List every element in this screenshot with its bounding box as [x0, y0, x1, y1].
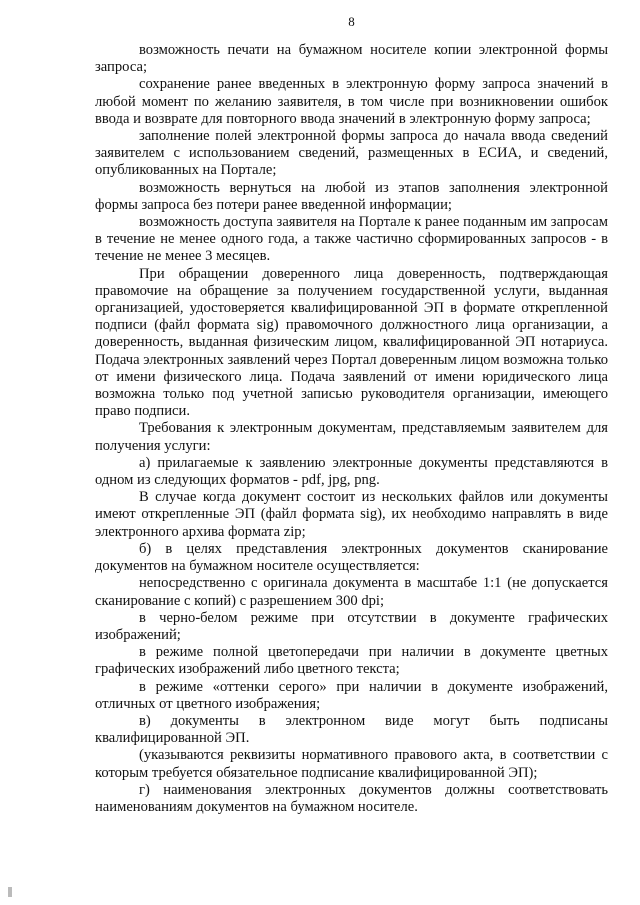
- scan-edge-mark: [8, 887, 12, 897]
- paragraph: в) документы в электронном виде могут быть подписаны квалифицированной ЭП.: [95, 712, 608, 747]
- paragraph: При обращении доверенного лица доверенность, подтверждающая правомочие на обращение за получением государственной услуги, выданная организацией, удостоверяется квалифицированной ЭП в формате открепленной подписи (файл формата sig) правомочного должностного лица организации, а доверенность, выданная физическим лицом, квалифицированной ЭП нотариуса. Подача электронных заявлений через Портал доверенным лицом возможна только от имени физического лица. Подача заявлений от имени юридического лица возможна только под учетной записью руководителя организации, имеющего право подписи.: [95, 265, 608, 420]
- page-number: 8: [348, 14, 355, 29]
- paragraph: б) в целях представления электронных документов сканирование документов на бумажном носителе осуществляется:: [95, 540, 608, 575]
- paragraph: в режиме «оттенки серого» при наличии в документе изображений, отличных от цветного изображения;: [95, 678, 608, 712]
- paragraph: а) прилагаемые к заявлению электронные документы представляются в одном из следующих форматов - pdf, jpg, png.: [95, 454, 608, 489]
- paragraph: возможность вернуться на любой из этапов заполнения электронной формы запроса без потери ранее введенной информации;: [95, 179, 608, 213]
- paragraph: В случае когда документ состоит из нескольких файлов или документы имеют открепленные ЭП (файл формата sig), их необходимо направлять в виде электронного архива формата zip;: [95, 489, 608, 540]
- paragraph: возможность доступа заявителя на Портале к ранее поданным им запросам в течение не менее одного года, а также частично сформированных запросов - в течение не менее 3 месяцев.: [95, 214, 608, 265]
- paragraph: в режиме полной цветопередачи при наличии в документе цветных графических изображений либо цветного текста;: [95, 644, 608, 678]
- paragraph: г) наименования электронных документов должны соответствовать наименованиям документов на бумажном носителе.: [95, 781, 608, 815]
- paragraph: (указываются реквизиты нормативного правового акта, в соответствии с которым требуется обязательное подписание квалифицированной ЭП);: [95, 747, 608, 781]
- paragraph: сохранение ранее введенных в электронную форму запроса значений в любой момент по желанию заявителя, в том числе при возникновении ошибок ввода и возврате для повторного ввода значений в электронную форму запроса;: [95, 76, 608, 127]
- paragraph: непосредственно с оригинала документа в масштабе 1:1 (не допускается сканирование с копий) с разрешением 300 dpi;: [95, 575, 608, 609]
- paragraph: заполнение полей электронной формы запроса до начала ввода сведений заявителем с использованием сведений, размещенных в ЕСИА, и сведений, опубликованных на Портале;: [95, 128, 608, 179]
- document-body: [95, 42, 608, 816]
- paragraph: возможность печати на бумажном носителе копии электронной формы запроса;: [95, 42, 608, 76]
- paragraph: в черно-белом режиме при отсутствии в документе графических изображений;: [95, 609, 608, 643]
- paragraph: Требования к электронным документам, представляемым заявителем для получения услуги:: [95, 420, 608, 454]
